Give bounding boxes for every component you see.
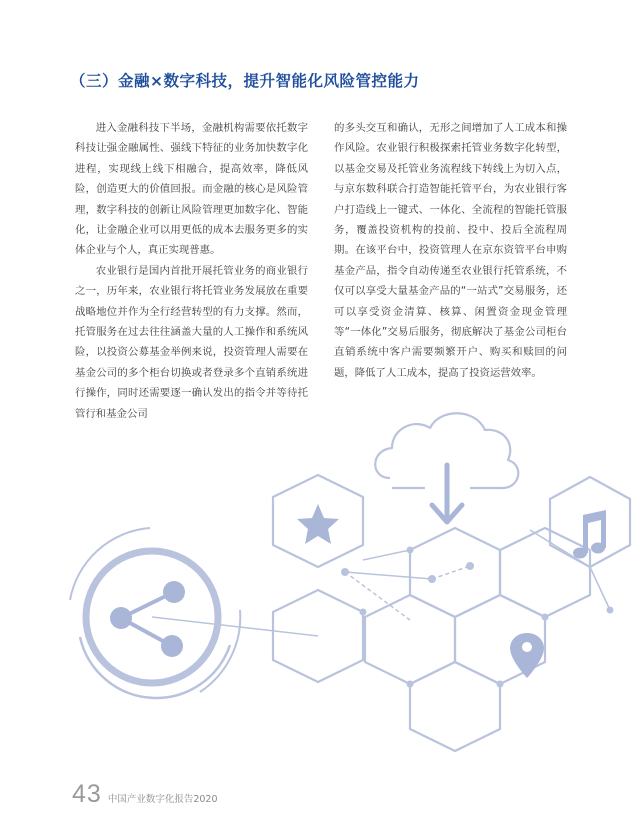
section-heading: （三）金融×数字科技，提升智能化风险管控能力	[70, 72, 420, 90]
page-number: 43	[72, 780, 102, 808]
location-pin-icon	[510, 633, 544, 678]
left-paragraph-2: 农业银行是国内首批开展托管业务的商业银行之一，历年来，农业银行将托管业务发展放在重要战略地位并作为全行经营转型的有力支撑。然而，托管服务在过去往往涵盖大量的人工操作和系统风险，以投资公募基金举例来说，投资管理人需要在基金公司的多个柜台切换或者登录多个直销系统进行操作，同时还需要逐一确认发出的指令并等待托管行和基金公司	[75, 264, 308, 420]
report-title: 中国产业数字化报告2020	[107, 794, 218, 805]
hexagon	[500, 528, 590, 617]
hexagon	[410, 662, 500, 751]
right-column	[334, 118, 567, 383]
right-paragraph-1: 的多头交互和确认，无形之间增加了人工成本和操作风险。农业银行积极探索托管业务数字化转型，以基金交易及托管业务流程线下转线上为切入点，与京东数科联合打造智能托管平台，为农业银行客户打造线上一键式、一体化、全流程的智能托管服务，覆盖投资机构的投前、投中、投后全流程周期。在该平台中，投资管理人在京东资管平台申购基金产品，指令自动传递至农业银行托管系统，不仅可以享受大量基金产品的“一站式”交易服务，还可以享受资金清算、核算、闲置资金现金管理等“一体化”交易后服务，彻底解决了基金公司柜台直销系统中客户需要频繁开户、购买和赎回的问题，降低了人工成本，提高了投资运营效率。	[334, 122, 567, 379]
left-paragraph-1: 进入金融科技下半场，金融机构需要依托数字科技让强金融属性、强线下特征的业务加快数字化进程，实现线上线下相融合，提高效率，降低风险，创造更大的价值回报。而金融的核心是风险管理，数字科技的创新让风险管理更加数字化、智能化，让金融企业可以用更低的成本去服务更多的实体企业与个人，真正实现普惠。	[75, 122, 308, 257]
star-icon	[297, 504, 339, 544]
page-footer	[72, 780, 218, 809]
hexagon	[365, 595, 455, 684]
left-column	[75, 118, 308, 424]
network-illustration	[0, 380, 640, 780]
hexagon	[410, 528, 500, 617]
